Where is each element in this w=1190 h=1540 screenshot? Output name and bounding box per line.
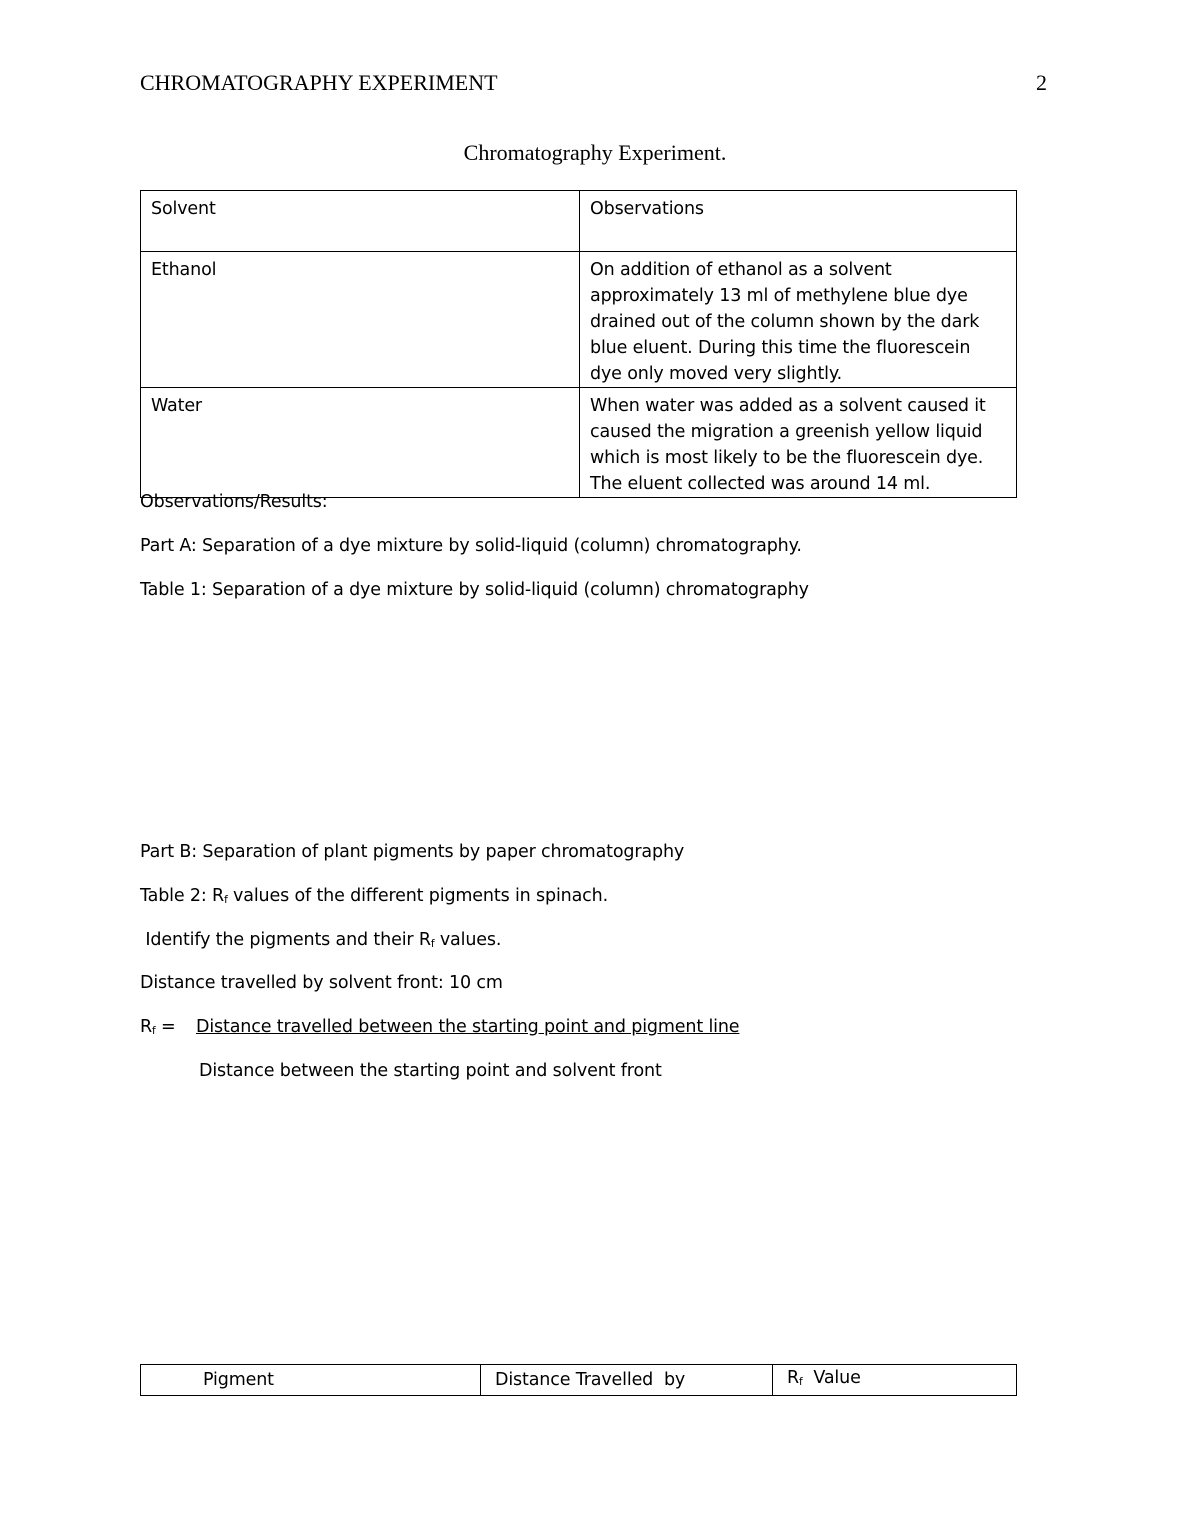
- header-solvent: Solvent: [141, 191, 580, 252]
- pigment-table: [140, 1364, 1017, 1396]
- observations-heading: Observations/Results:: [140, 492, 328, 512]
- header-rf-value: Rf Value: [773, 1365, 1017, 1396]
- document-title: Chromatography Experiment.: [463, 140, 727, 165]
- solvent-observation-table: [140, 190, 1017, 498]
- part-a-heading: Part A: Separation of a dye mixture by solid-liquid (column) chromatography.: [140, 536, 802, 556]
- running-header: CHROMATOGRAPHY EXPERIMENT: [140, 70, 498, 95]
- solvent-cell: Ethanol: [141, 252, 580, 388]
- rf-denominator: Distance between the starting point and solvent front: [199, 1061, 662, 1081]
- observation-line: drained out of the column shown by the dark: [590, 312, 980, 332]
- observation-line: The eluent collected was around 14 ml.: [590, 474, 931, 494]
- solvent-front-distance: Distance travelled by solvent front: 10 cm: [140, 973, 503, 993]
- table-header-row: [141, 1365, 1017, 1396]
- observation-line: When water was added as a solvent caused it: [590, 396, 986, 416]
- table-1-caption: Table 1: Separation of a dye mixture by solid-liquid (column) chromatography: [140, 580, 809, 600]
- header-observations: Observations: [580, 191, 1017, 252]
- identify-instruction: Identify the pigments and their Rf values.: [140, 930, 502, 950]
- observation-line: On addition of ethanol as a solvent: [590, 260, 892, 280]
- header-distance: Distance Travelled by: [481, 1365, 773, 1396]
- observation-line: blue eluent. During this time the fluorescein: [590, 338, 971, 358]
- observation-line: which is most likely to be the fluorescein dye.: [590, 448, 984, 468]
- table-2-caption: Table 2: Rf values of the different pigments in spinach.: [140, 886, 609, 906]
- rf-numerator: Distance travelled between the starting point and pigment line: [196, 1017, 740, 1037]
- header-pigment: Pigment: [141, 1365, 481, 1396]
- page-number: 2: [1036, 70, 1047, 95]
- observation-line: caused the migration a greenish yellow liquid: [590, 422, 983, 442]
- observation-line: dye only moved very slightly.: [590, 364, 842, 384]
- table-row: [141, 252, 1017, 388]
- table-row: [141, 388, 1017, 498]
- table-header-row: [141, 191, 1017, 252]
- solvent-cell: Water: [141, 388, 580, 498]
- observation-cell: [580, 252, 1017, 388]
- observation-line: approximately 13 ml of methylene blue dye: [590, 286, 968, 306]
- rf-symbol: Rf =: [140, 1017, 176, 1037]
- observation-cell: [580, 388, 1017, 498]
- part-b-heading: Part B: Separation of plant pigments by paper chromatography: [140, 842, 685, 862]
